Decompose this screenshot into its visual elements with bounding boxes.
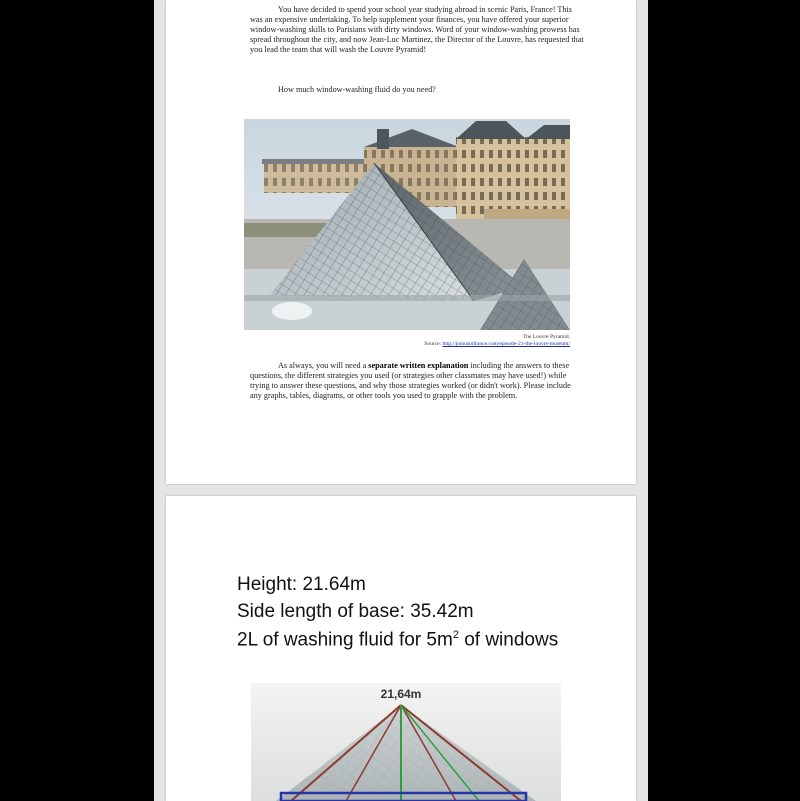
pyramid-diagram xyxy=(251,683,561,801)
document-viewer[interactable] xyxy=(154,0,648,801)
fluid-text-end: of windows xyxy=(458,629,559,651)
closing-paragraph xyxy=(250,361,584,401)
closing-text-end: including the answers to these questions, the different strategies you used (or strategies other classmates may have used!) while trying to answer these questions, and why those strategies worked (or didn't work). Please include any graphs, tables, diagrams, or other tools you used to grapple with the problem. xyxy=(250,361,571,400)
document-page-2 xyxy=(166,496,636,801)
fluid-exponent: 2 xyxy=(452,629,459,641)
source-label: Source: xyxy=(424,341,443,347)
photo-caption: The Louvre Pyramid. xyxy=(522,334,570,340)
base-length-spec: Side length of base: 35.42m xyxy=(237,601,474,622)
question-paragraph: How much window-washing fluid do you need? xyxy=(278,85,436,94)
diagram-height-label: 21,64m xyxy=(380,687,422,701)
height-spec: Height: 21.64m xyxy=(237,574,366,595)
closing-text-start: As always, you will need a xyxy=(278,361,369,370)
document-page-1 xyxy=(166,0,636,484)
closing-text-bold: separate written explanation xyxy=(368,361,469,370)
louvre-pyramid-photo xyxy=(244,119,570,330)
intro-paragraph: You have decided to spend your school year studying abroad in scenic Paris, France! This was an expensive undertaking. To help supplement your finances, you have offered your superior window-washing skills to Parisians with dirty windows. Word of your window-washing prowess has spread throughout the city, and now Jean-Luc Martinez, the Director of the Louvre, has requested that you lead the team that will wash the Louvre Pyramid! xyxy=(250,5,584,54)
source-link[interactable]: http://joinusinfrance.com/episode-21-the-louvre-museum/ xyxy=(442,341,570,347)
fluid-ratio-spec xyxy=(237,629,558,651)
fluid-text-start: 2L of washing fluid for 5m xyxy=(237,629,453,651)
photo-source xyxy=(310,341,570,348)
